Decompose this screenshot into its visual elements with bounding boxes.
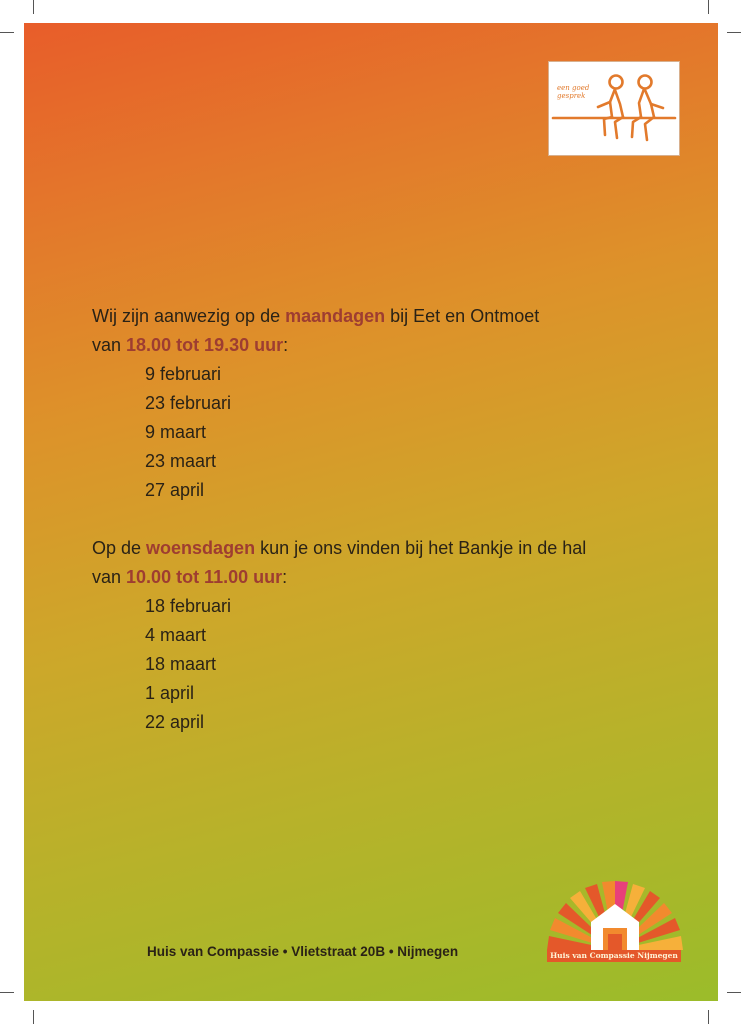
monday-intro-prefix: Wij zijn aanwezig op de	[92, 306, 286, 326]
monday-time-suffix: :	[283, 335, 289, 355]
monday-time-prefix: van	[92, 335, 127, 355]
monday-dates-list	[92, 360, 692, 505]
crop-mark-bottom-right-vertical	[708, 1010, 709, 1024]
crop-mark-top-left-horizontal	[0, 32, 14, 33]
list-item: 18 maart	[145, 654, 217, 674]
wednesday-time	[92, 563, 692, 592]
wednesday-intro-suffix: kun je ons vinden bij het Bankje in de hal	[255, 538, 587, 558]
list-item: 1 april	[145, 683, 195, 703]
wednesday-intro	[92, 534, 692, 563]
wednesday-time-highlight: 10.00 tot 11.00 uur	[126, 567, 283, 587]
monday-intro	[92, 302, 692, 331]
logo-tagline: een goed gesprek	[557, 84, 590, 100]
list-item: 9 maart	[145, 422, 207, 442]
crop-mark-bottom-right-horizontal	[727, 992, 741, 993]
list-item: 27 april	[145, 480, 205, 500]
list-item: 4 maart	[145, 625, 207, 645]
wednesday-time-suffix: :	[282, 567, 288, 587]
list-item: 22 april	[145, 712, 205, 732]
section-spacer	[92, 505, 692, 534]
wednesday-dates-list	[92, 592, 692, 737]
monday-highlight: maandagen	[285, 306, 386, 326]
list-item: 18 februari	[145, 596, 232, 616]
flyer-page	[24, 23, 718, 1001]
crop-mark-bottom-left-horizontal	[0, 992, 14, 993]
een-goed-gesprek-logo	[548, 61, 680, 156]
wednesday-time-prefix: van	[92, 567, 127, 587]
crop-mark-top-left-vertical	[33, 0, 34, 14]
crop-mark-top-right-vertical	[708, 0, 709, 14]
schedule-content	[92, 302, 692, 737]
list-item: 9 februari	[145, 364, 222, 384]
wednesday-highlight: woensdagen	[146, 538, 256, 558]
monday-time-highlight: 18.00 tot 19.30 uur	[126, 335, 284, 355]
list-item: 23 maart	[145, 451, 217, 471]
crop-mark-top-right-horizontal	[727, 32, 741, 33]
footer-address: Huis van Compassie • Vlietstraat 20B • Nijmegen	[147, 944, 459, 959]
monday-intro-suffix: bij Eet en Ontmoet	[385, 306, 540, 326]
wednesday-intro-prefix: Op de	[92, 538, 147, 558]
two-people-on-bench-icon	[549, 62, 681, 157]
house-logo-label: Huis van Compassie Nijmegen	[547, 950, 681, 962]
crop-mark-bottom-left-vertical	[33, 1010, 34, 1024]
list-item: 23 februari	[145, 393, 232, 413]
monday-time	[92, 331, 692, 360]
